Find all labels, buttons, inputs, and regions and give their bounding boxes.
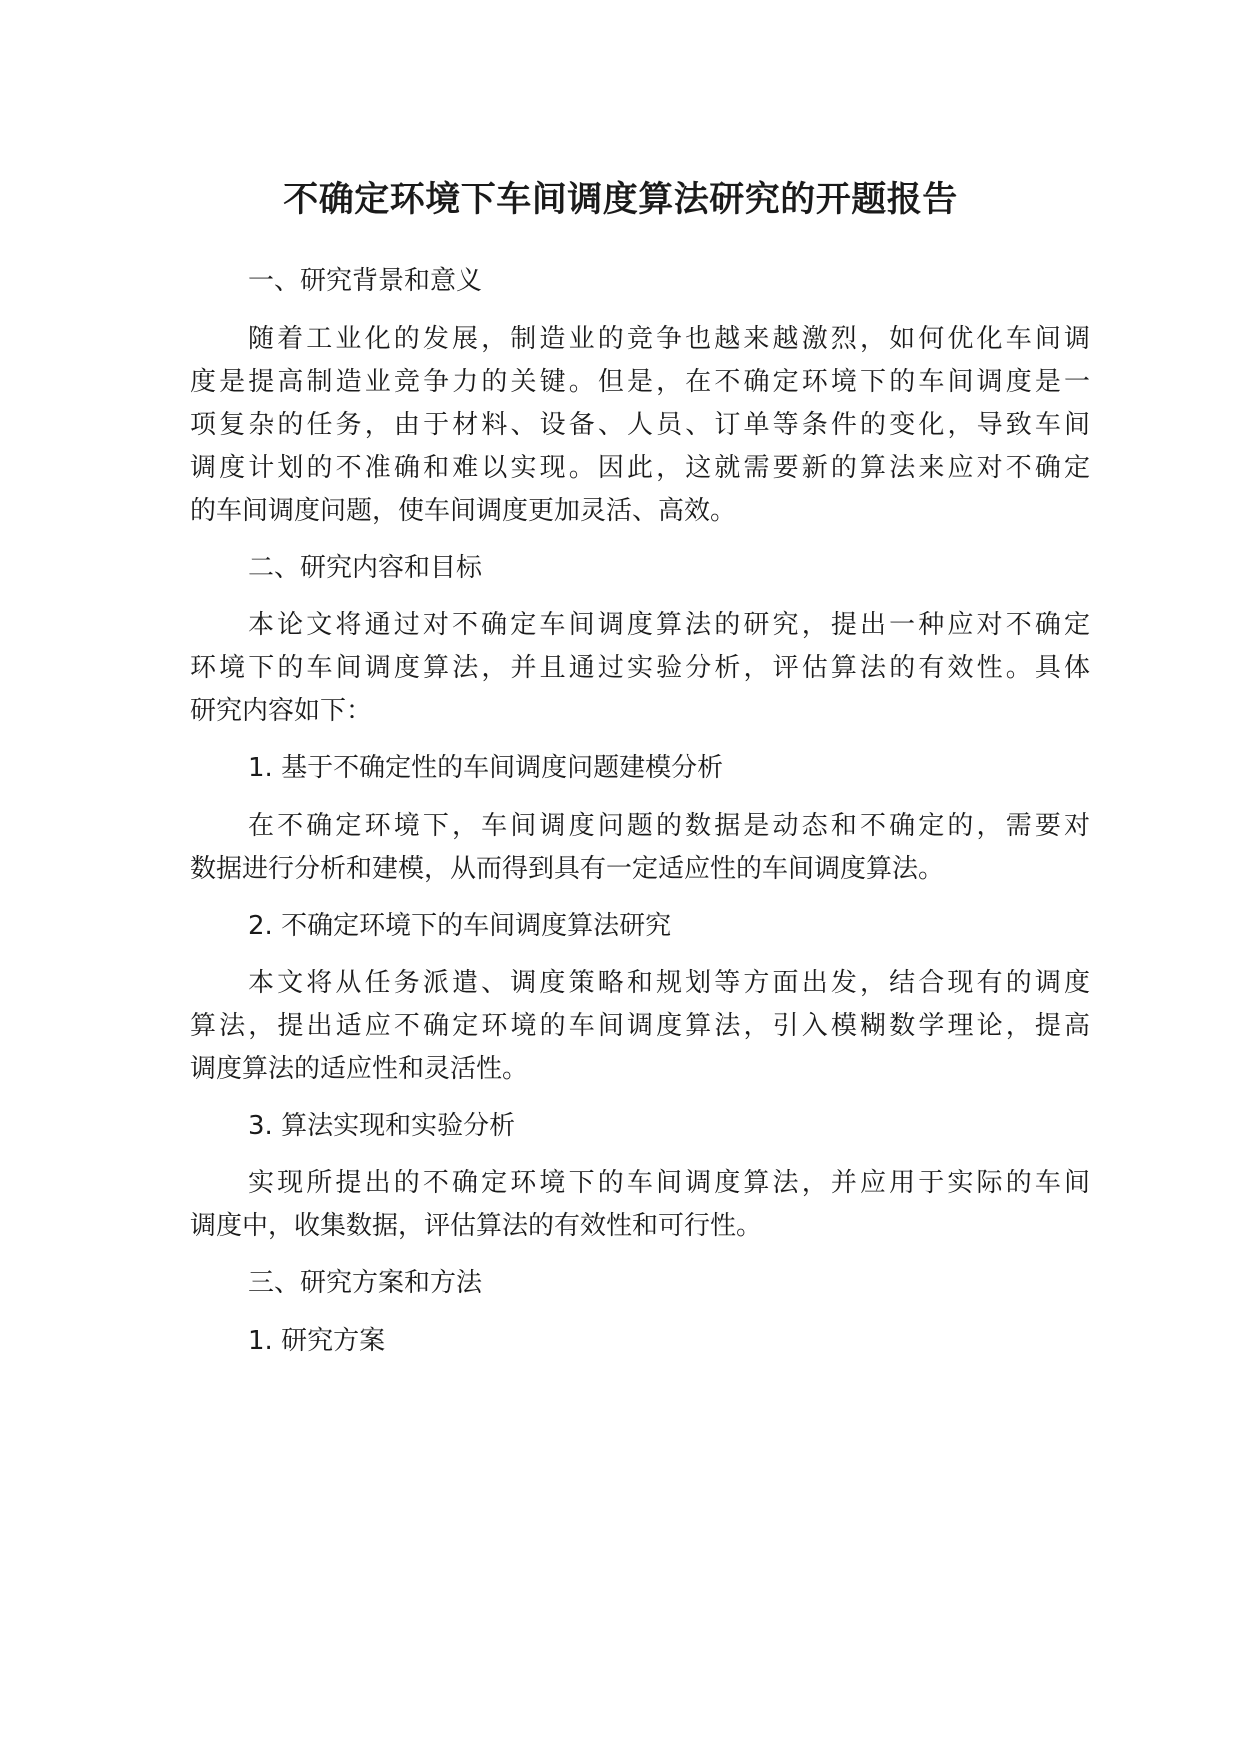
section-heading-method: 三、研究方案和方法 bbox=[248, 1268, 483, 1298]
section-heading-content: 二、研究内容和目标 bbox=[248, 553, 483, 583]
paragraph-line: 随着工业化的发展，制造业的竞争也越来越激烈，如何优化车间调 bbox=[248, 324, 1090, 354]
paragraph-line: 环境下的车间调度算法，并且通过实验分析，评估算法的有效性。具体 bbox=[190, 653, 1090, 683]
paragraph-line: 调度算法的适应性和灵活性。 bbox=[190, 1054, 529, 1084]
paragraph-line: 本论文将通过对不确定车间调度算法的研究，提出一种应对不确定 bbox=[248, 610, 1090, 640]
paragraph-line: 实现所提出的不确定环境下的车间调度算法，并应用于实际的车间 bbox=[248, 1168, 1090, 1198]
paragraph-line: 在不确定环境下，车间调度问题的数据是动态和不确定的，需要对 bbox=[248, 811, 1090, 841]
paragraph-line: 调度中，收集数据，评估算法的有效性和可行性。 bbox=[190, 1211, 763, 1241]
document-title: 不确定环境下车间调度算法研究的开题报告 bbox=[283, 180, 958, 220]
paragraph-line: 算法，提出适应不确定环境的车间调度算法，引入模糊数学理论，提高 bbox=[190, 1011, 1090, 1041]
paragraph-line: 项复杂的任务，由于材料、设备、人员、订单等条件的变化，导致车间 bbox=[190, 410, 1090, 440]
subsection-heading-1: 1. 基于不确定性的车间调度问题建模分析 bbox=[248, 753, 724, 783]
paragraph-line: 研究内容如下： bbox=[190, 696, 373, 726]
subsection-heading-2: 2. 不确定环境下的车间调度算法研究 bbox=[248, 911, 672, 941]
paragraph-line: 数据进行分析和建模，从而得到具有一定适应性的车间调度算法。 bbox=[190, 854, 945, 884]
subsection-heading-plan: 1. 研究方案 bbox=[248, 1326, 386, 1356]
paragraph-line: 的车间调度问题，使车间调度更加灵活、高效。 bbox=[190, 496, 737, 526]
paragraph-line: 度是提高制造业竞争力的关键。但是，在不确定环境下的车间调度是一 bbox=[190, 367, 1090, 397]
section-heading-background: 一、研究背景和意义 bbox=[248, 266, 483, 296]
subsection-heading-3: 3. 算法实现和实验分析 bbox=[248, 1111, 516, 1141]
paragraph-line: 调度计划的不准确和难以实现。因此，这就需要新的算法来应对不确定 bbox=[190, 453, 1090, 483]
paragraph-line: 本文将从任务派遣、调度策略和规划等方面出发，结合现有的调度 bbox=[248, 968, 1090, 998]
